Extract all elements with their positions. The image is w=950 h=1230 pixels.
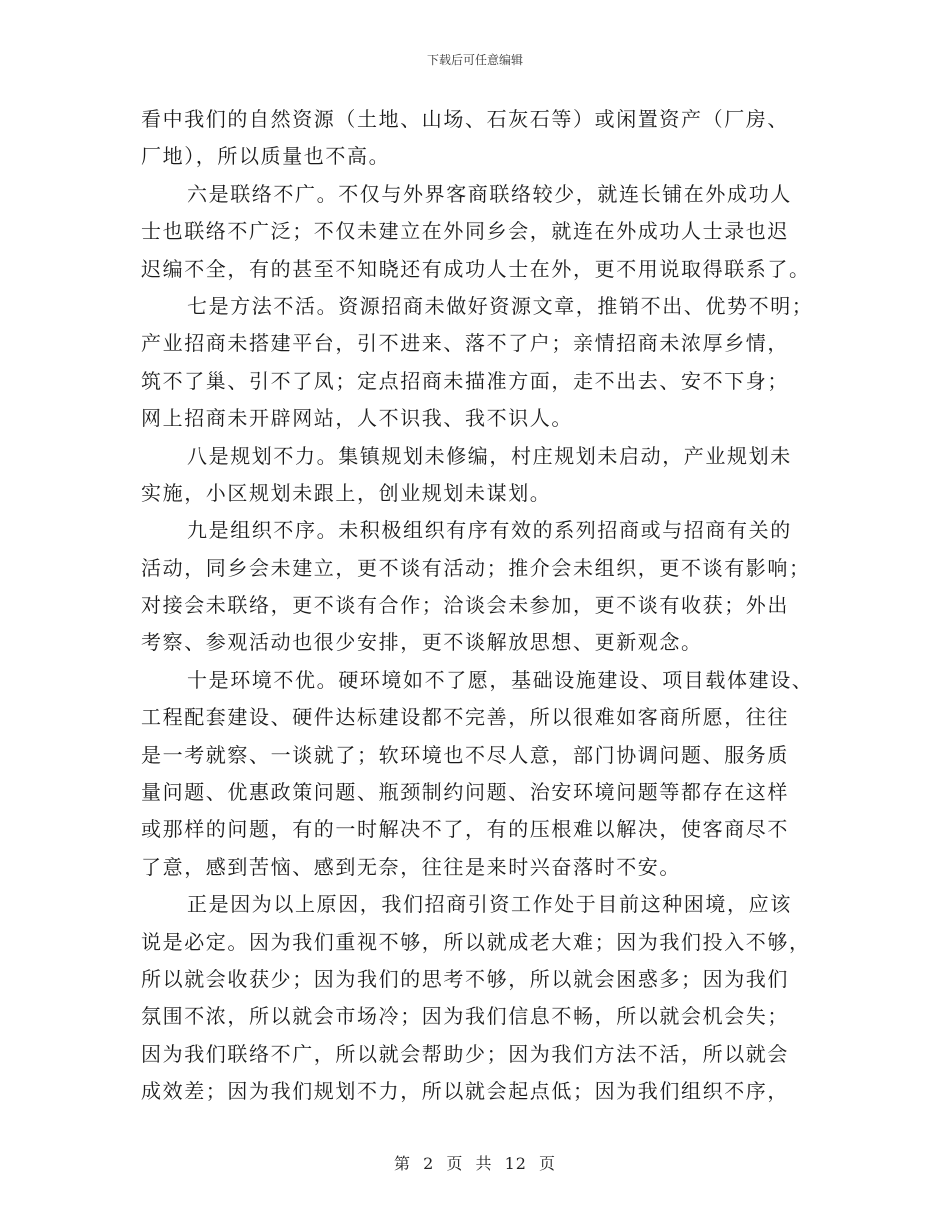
body-line: 网上招商未开辟网站，人不识我、我不识人。 <box>141 406 573 431</box>
paragraph-start-line: 六是联络不广。不仅与外界客商联络较少，就连长铺在外成功人 <box>187 181 792 206</box>
total-page-count: 12 <box>504 1154 527 1173</box>
page-header: 下载后可任意编辑 <box>426 53 523 67</box>
body-line: 或那样的问题，有的一时解决不了，有的压根难以解决，使客商尽不 <box>141 817 789 842</box>
body-line: 了意，感到苦恼、感到无奈，往往是来时兴奋落时不安。 <box>141 854 681 879</box>
footer-ye: 页 <box>539 1154 557 1173</box>
body-line: 工程配套建设、硬件达标建设都不完善，所以很难如客商所愿，往往 <box>141 705 789 730</box>
body-line: 氛围不浓，所以就会市场冷；因为我们信息不畅，所以就会机会失； <box>141 1004 789 1029</box>
footer-di: 第 <box>393 1154 411 1173</box>
body-line: 量问题、优惠政策问题、瓶颈制约问题、治安环境问题等都存在这样 <box>141 780 789 805</box>
body-line: 对接会未联络，更不谈有合作；洽谈会未参加，更不谈有收获；外出 <box>141 593 789 618</box>
paragraph-start-line: 九是组织不序。未积极组织有序有效的系列招商或与招商有关的 <box>187 518 792 543</box>
body-line: 实施，小区规划未跟上，创业规划未谋划。 <box>141 480 552 505</box>
body-line: 士也联络不广泛；不仅未建立在外同乡会，就连在外成功人士录也迟 <box>141 219 789 244</box>
footer-ye: 页 <box>446 1154 464 1173</box>
body-line: 厂地），所以质量也不高。 <box>141 144 391 169</box>
paragraph-start-line: 正是因为以上原因，我们招商引资工作处于目前这种困境，应该 <box>187 892 792 917</box>
page-footer <box>0 1154 950 1174</box>
body-line: 筑不了巢、引不了凤；定点招商未描准方面，走不出去、安不下身； <box>141 368 789 393</box>
paragraph-start-line: 十是环境不优。硬环境如不了愿，基础设施建设、项目载体建设、 <box>187 667 814 692</box>
body-line: 看中我们的自然资源（土地、山场、石灰石等）或闲置资产（厂房、 <box>141 107 789 131</box>
body-line: 所以就会收获少；因为我们的思考不够，所以就会困惑多；因为我们 <box>141 966 789 991</box>
paragraph-start-line: 七是方法不活。资源招商未做好资源文章，推销不出、优势不明； <box>187 293 814 318</box>
body-line: 迟编不全，有的甚至不知晓还有成功人士在外，更不用说取得联系了。 <box>141 256 811 281</box>
body-line: 是一考就察、一谈就了；软环境也不尽人意，部门协调问题、服务质 <box>141 742 789 767</box>
body-line: 成效差；因为我们规划不力，所以就会起点低；因为我们组织不序， <box>141 1079 789 1104</box>
body-line: 考察、参观活动也很少安排，更不谈解放思想、更新观念。 <box>141 630 703 655</box>
document-body <box>141 101 821 1111</box>
footer-gong: 共 <box>475 1154 493 1173</box>
current-page-number: 2 <box>423 1154 435 1173</box>
body-line: 说是必定。因为我们重视不够，所以就成老大难；因为我们投入不够， <box>141 929 811 954</box>
body-line: 因为我们联络不广，所以就会帮助少；因为我们方法不活，所以就会 <box>141 1041 789 1066</box>
body-line: 产业招商未搭建平台，引不进来、落不了户；亲情招商未浓厚乡情， <box>141 331 789 356</box>
body-line: 活动，同乡会未建立，更不谈有活动；推介会未组织，更不谈有影响； <box>141 555 811 580</box>
paragraph-start-line: 八是规划不力。集镇规划未修编，村庄规划未启动，产业规划未 <box>187 443 792 468</box>
